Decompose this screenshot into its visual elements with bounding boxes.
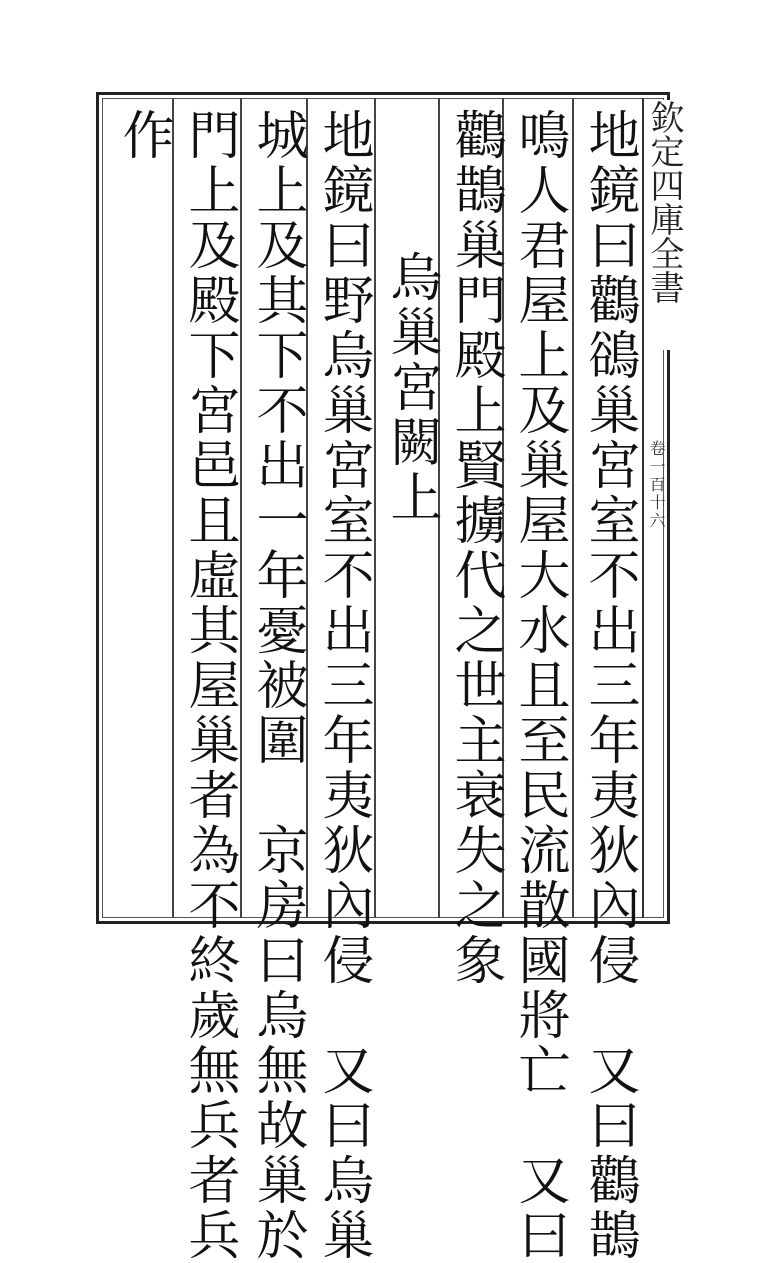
chapter-label: 卷一百十六 bbox=[647, 440, 666, 530]
column-rule bbox=[572, 98, 574, 918]
column-rule bbox=[374, 98, 376, 918]
text-column-6: 城上及其下不出一年憂被圍 京房曰烏無故巢於 bbox=[247, 108, 307, 1263]
text-column-7: 門上及殿下宮邑且虛其屋巢者為不終歲無兵者兵 bbox=[179, 108, 239, 1263]
text-column-5: 地鏡曰野烏巢宮室不出三年夷狄內侵 又曰烏巢 bbox=[313, 108, 373, 1263]
text-column-3: 鸛鵲巢門殿上賢擄代之世主衰失之象 bbox=[445, 108, 505, 988]
text-column-2: 鳴人君屋上及巢屋大水且至民流散國將亡 又曰 bbox=[509, 108, 569, 1263]
section-heading: 烏巢宮闕上 bbox=[381, 250, 441, 525]
book-title: 欽定四庫全書 bbox=[646, 100, 682, 350]
text-column-1: 地鏡曰鸛鵒巢宮室不出三年夷狄內侵 又曰鸛鵲 bbox=[579, 108, 639, 1263]
column-rule bbox=[240, 98, 242, 918]
text-column-8: 作 bbox=[113, 108, 173, 163]
